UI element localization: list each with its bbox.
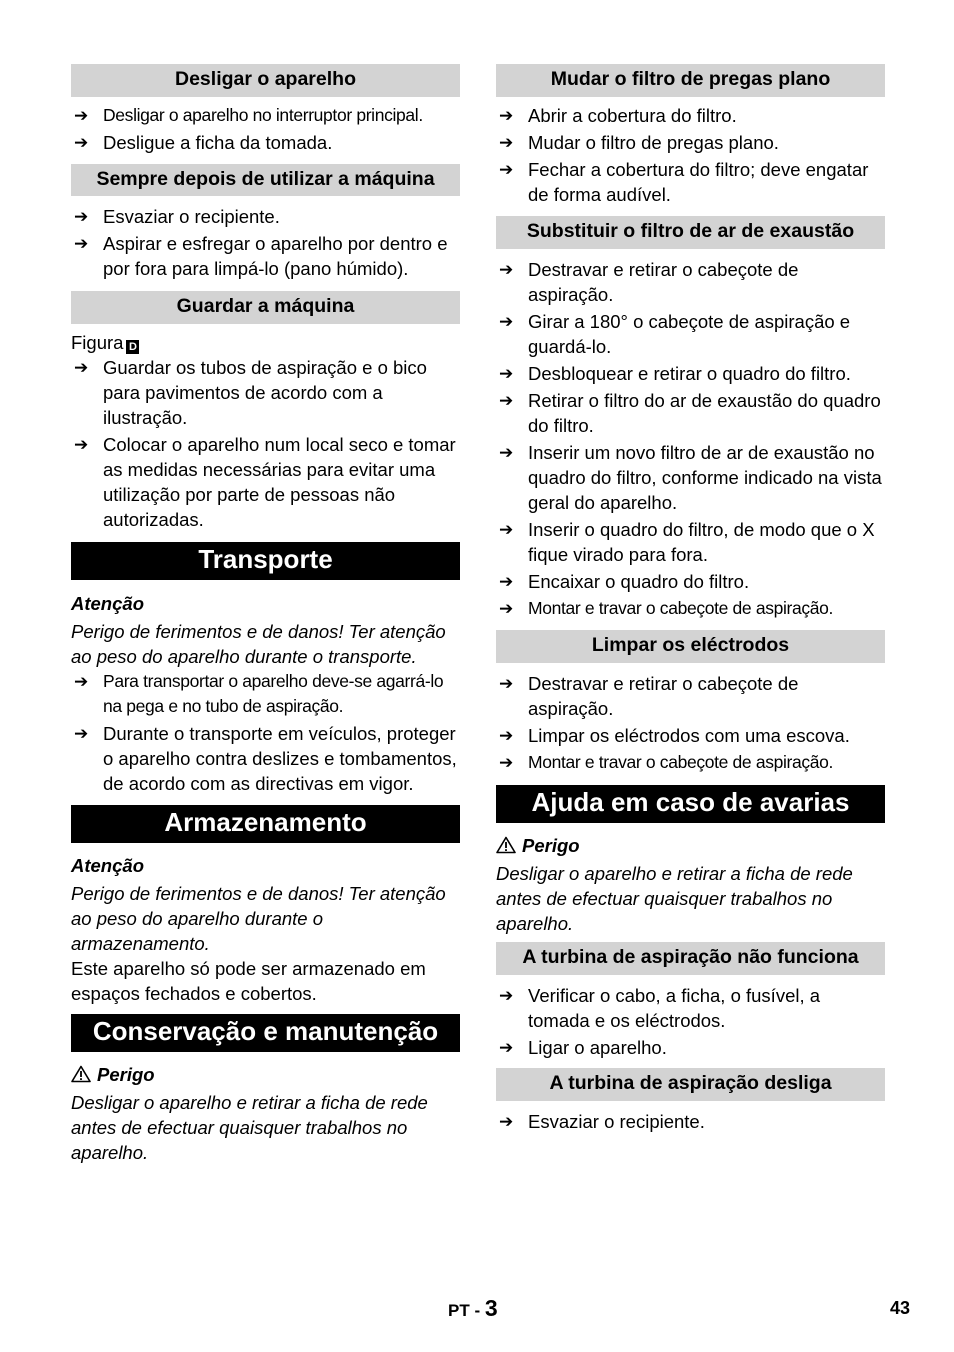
- arrow-right-icon: ➔: [499, 986, 514, 1005]
- list-transporte: [71, 669, 460, 796]
- heading-sempre: Sempre depois de utilizar a máquina: [71, 164, 460, 196]
- arrow-right-icon: ➔: [499, 753, 513, 772]
- list-item: ➔ Ligar o aparelho.: [499, 1037, 667, 1058]
- arrow-right-icon: ➔: [74, 106, 88, 125]
- arrow-right-icon: ➔: [499, 726, 514, 745]
- danger-label-row: Perigo: [496, 833, 885, 858]
- heading-transporte: Transporte: [71, 542, 460, 580]
- attention-label: Atenção: [71, 593, 144, 614]
- list-item: ➔ Desbloquear e retirar o quadro do filtro.: [499, 363, 851, 384]
- danger-label-row: Perigo: [71, 1062, 460, 1087]
- arrow-right-icon: ➔: [74, 435, 89, 454]
- arrow-right-icon: ➔: [499, 572, 514, 591]
- list-item: ➔ Esvaziar o recipiente.: [499, 1111, 705, 1132]
- page-number: 43: [890, 1298, 911, 1318]
- figure-d-label: D: [126, 340, 139, 354]
- list-item: ➔ Esvaziar o recipiente.: [74, 206, 280, 227]
- warning-triangle-icon: [496, 836, 516, 854]
- figure-reference: Figura D: [71, 330, 460, 355]
- list-item: ➔ Mudar o filtro de pregas plano.: [499, 132, 779, 153]
- list-guardar: [71, 355, 460, 532]
- heading-armazenamento: Armazenamento: [71, 805, 460, 843]
- arrow-right-icon: ➔: [499, 599, 513, 618]
- list-item: ➔ Desligue a ficha da tomada.: [74, 132, 333, 153]
- storage-text: Este aparelho só pode ser armazenado em espaços fechados e cobertos.: [71, 958, 426, 1004]
- heading-turbina-nao: A turbina de aspiração não funciona: [496, 942, 885, 975]
- list-item: ➔ Destravar e retirar o cabeçote de aspiração.: [499, 259, 799, 305]
- heading-desligar: Desligar o aparelho: [71, 64, 460, 97]
- arrow-right-icon: ➔: [74, 672, 88, 691]
- list-item: ➔ Guardar os tubos de aspiração e o bico para pavimentos de acordo com a ilustração.: [74, 357, 427, 428]
- list-sempre: [71, 204, 460, 281]
- arrow-right-icon: ➔: [499, 1038, 514, 1057]
- list-item: ➔ Durante o transporte em veículos, proteger o aparelho contra deslizes e tombamentos, de acordo com as directivas em vigor.: [74, 723, 457, 794]
- left-column: [71, 64, 460, 1165]
- attention-text: Perigo de ferimentos e de danos! Ter atenção ao peso do aparelho durante o armazenamento.: [71, 883, 446, 954]
- warning-triangle-icon: [71, 1065, 91, 1083]
- list-item: ➔ Encaixar o quadro do filtro.: [499, 571, 750, 592]
- list-item: ➔ Girar a 180° o cabeçote de aspiração e guardá-lo.: [499, 311, 851, 357]
- heading-limpar: Limpar os eléctrodos: [496, 630, 885, 663]
- arrow-right-icon: ➔: [499, 1112, 514, 1131]
- list-limpar: [496, 671, 885, 775]
- arrow-right-icon: ➔: [74, 234, 89, 253]
- arrow-right-icon: ➔: [499, 106, 514, 125]
- arrow-right-icon: ➔: [499, 260, 514, 279]
- heading-substituir: Substituir o filtro de ar de exaustão: [496, 216, 885, 249]
- arrow-right-icon: ➔: [74, 133, 89, 152]
- list-item: ➔ Inserir um novo filtro de ar de exaustão no quadro do filtro, conforme indicado na vista geral do aparelho.: [499, 442, 882, 513]
- list-turbina-nao: [496, 983, 885, 1060]
- list-item: ➔ Montar e travar o cabeçote de aspiração.: [496, 750, 885, 775]
- arrow-right-icon: ➔: [499, 674, 514, 693]
- arrow-right-icon: ➔: [499, 364, 514, 383]
- heading-guardar: Guardar a máquina: [71, 291, 460, 324]
- heading-turbina-desliga: A turbina de aspiração desliga: [496, 1068, 885, 1101]
- list-substituir: [496, 257, 885, 621]
- attention-label: Atenção: [71, 855, 144, 876]
- heading-mudar: Mudar o filtro de pregas plano: [496, 64, 885, 97]
- list-item: ➔ Verificar o cabo, a ficha, o fusível, a tomada e os eléctrodos.: [499, 985, 821, 1031]
- list-item: ➔ Limpar os eléctrodos com uma escova.: [499, 725, 850, 746]
- arrow-right-icon: ➔: [499, 133, 514, 152]
- list-item: ➔ Fechar a cobertura do filtro; deve engatar de forma audível.: [499, 159, 869, 205]
- list-item: ➔ Destravar e retirar o cabeçote de aspiração.: [499, 673, 799, 719]
- list-item: ➔ Aspirar e esfregar o aparelho por dentro e por fora para limpá-lo (pano húmido).: [74, 233, 448, 279]
- list-item: ➔ Retirar o filtro do ar de exaustão do quadro do filtro.: [499, 390, 881, 436]
- right-column: [496, 64, 885, 1134]
- list-turbina-desliga: [496, 1109, 885, 1134]
- list-item: ➔ Para transportar o aparelho deve-se agarrá-lo na pega e no tubo de aspiração.: [74, 671, 444, 716]
- heading-conservacao: Conservação e manutenção: [71, 1014, 460, 1052]
- list-item: ➔ Colocar o aparelho num local seco e tomar as medidas necessárias para evitar uma utilização por parte de pessoas não autorizadas.: [74, 434, 456, 530]
- arrow-right-icon: ➔: [74, 358, 89, 377]
- arrow-right-icon: ➔: [499, 391, 514, 410]
- arrow-right-icon: ➔: [74, 724, 89, 743]
- danger-text: Desligar o aparelho e retirar a ficha de rede antes de efectuar quaisquer trabalhos no aparelho.: [496, 863, 853, 934]
- arrow-right-icon: ➔: [499, 160, 514, 179]
- arrow-right-icon: ➔: [499, 520, 514, 539]
- list-item: ➔ Abrir a cobertura do filtro.: [499, 105, 737, 126]
- arrow-right-icon: ➔: [499, 443, 514, 462]
- list-desligar: [71, 103, 460, 155]
- attention-text: Perigo de ferimentos e de danos! Ter atenção ao peso do aparelho durante o transporte.: [71, 621, 446, 667]
- heading-ajuda: Ajuda em caso de avarias: [496, 785, 885, 823]
- arrow-right-icon: ➔: [499, 312, 514, 331]
- list-mudar: [496, 103, 885, 207]
- danger-text: Desligar o aparelho e retirar a ficha de rede antes de efectuar quaisquer trabalhos no aparelho.: [71, 1092, 428, 1163]
- list-item: ➔ Montar e travar o cabeçote de aspiração.: [496, 596, 885, 621]
- footer-section-code: PT - 3: [448, 1295, 498, 1321]
- arrow-right-icon: ➔: [74, 207, 89, 226]
- list-item: ➔ Inserir o quadro do filtro, de modo que o X fique virado para fora.: [499, 519, 875, 565]
- list-item: ➔ Desligar o aparelho no interruptor principal.: [71, 103, 460, 128]
